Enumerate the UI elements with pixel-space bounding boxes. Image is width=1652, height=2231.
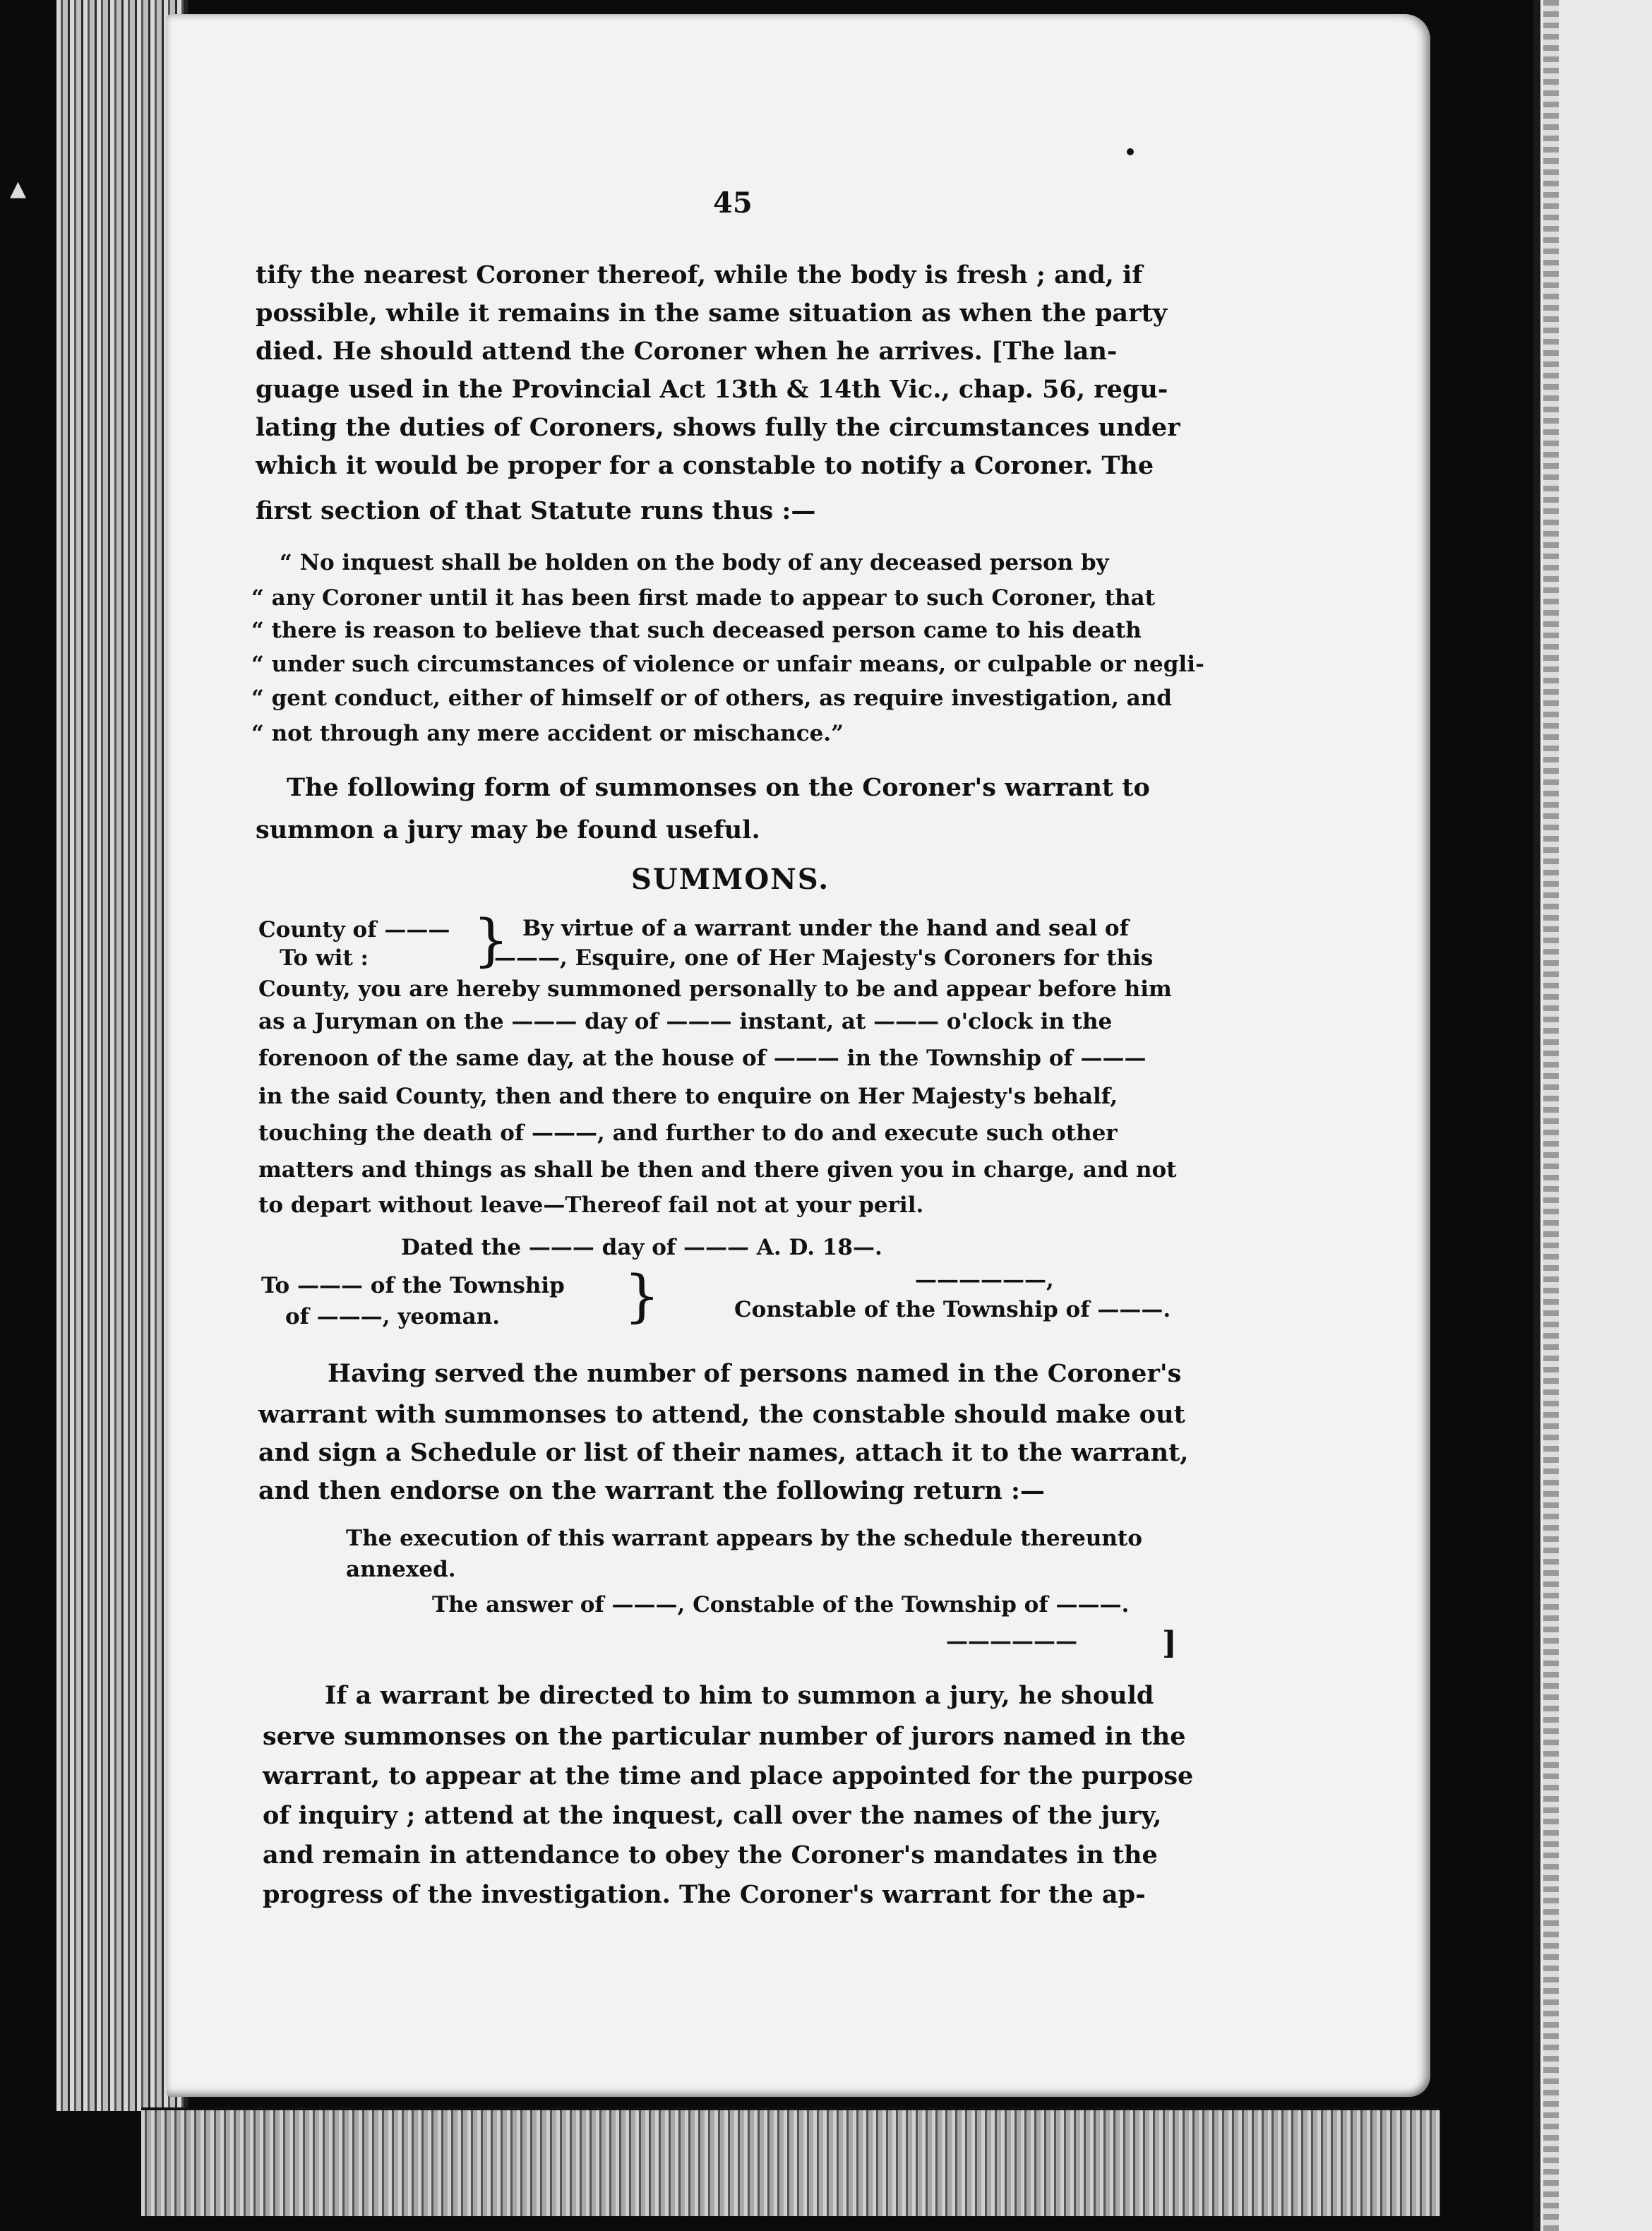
paragraph-4-line: and remain in attendance to obey the Coroner's mandates in the bbox=[263, 1841, 1158, 1870]
summons-dated: Dated the ——— day of ——— A. D. 18—. bbox=[401, 1235, 882, 1260]
paragraph-1-line: tify the nearest Coroner thereof, while the body is fresh ; and, if bbox=[256, 261, 1143, 289]
paragraph-3-line: Having served the number of persons named in the Coroner's bbox=[328, 1359, 1182, 1388]
summons-addressee: of ———, yeoman. bbox=[285, 1304, 501, 1329]
statute-quote-line: “ No inquest shall be holden on the body of any deceased person by bbox=[280, 550, 1109, 575]
summons-line: ———, Esquire, one of Her Majesty's Coroners for this bbox=[494, 945, 1154, 971]
paragraph-3-line: and then endorse on the warrant the following return :— bbox=[258, 1476, 1045, 1505]
summons-signature-blank: ——————, bbox=[915, 1267, 1054, 1293]
paragraph-4-line: progress of the investigation. The Coroner's warrant for the ap- bbox=[263, 1880, 1146, 1909]
paragraph-1-line: possible, while it remains in the same situation as when the party bbox=[256, 299, 1168, 328]
paragraph-2-line: The following form of summonses on the Coroner's warrant to bbox=[287, 773, 1150, 802]
summons-line: matters and things as shall be then and there given you in charge, and not bbox=[258, 1157, 1177, 1183]
book-bottom-edge bbox=[141, 2107, 1440, 2216]
return-line: The execution of this warrant appears by the schedule thereunto bbox=[346, 1526, 1142, 1551]
summons-to-wit: To wit : bbox=[280, 945, 369, 971]
summons-county: County of ——— bbox=[258, 917, 450, 943]
paragraph-3-line: and sign a Schedule or list of their names, attach it to the warrant, bbox=[258, 1438, 1189, 1467]
summons-line: touching the death of ———, and further to do and execute such other bbox=[258, 1120, 1118, 1146]
paragraph-1-line: guage used in the Provincial Act 13th & 14th Vic., chap. 56, regu- bbox=[256, 375, 1168, 404]
return-line: annexed. bbox=[346, 1557, 456, 1582]
statute-quote-line: “ gent conduct, either of himself or of others, as require investigation, and bbox=[251, 686, 1172, 711]
paragraph-2-line: summon a jury may be found useful. bbox=[256, 815, 760, 844]
summons-line: By virtue of a warrant under the hand and seal of bbox=[522, 916, 1129, 941]
statute-quote-line: “ any Coroner until it has been first made to appear to such Coroner, that bbox=[251, 585, 1155, 611]
statute-quote-line: “ not through any mere accident or mischance.” bbox=[251, 721, 844, 746]
paragraph-4-line: If a warrant be directed to him to summon a jury, he should bbox=[325, 1681, 1154, 1710]
paragraph-1-line: lating the duties of Coroners, shows fully the circumstances under bbox=[256, 413, 1180, 442]
paragraph-1-line: first section of that Statute runs thus :— bbox=[256, 496, 816, 525]
summons-heading: SUMMONS. bbox=[631, 863, 830, 896]
paragraph-3-line: warrant with summonses to attend, the constable should make out bbox=[258, 1400, 1185, 1429]
page-number: 45 bbox=[713, 186, 753, 220]
statute-quote-line: “ under such circumstances of violence or unfair means, or culpable or negli- bbox=[251, 652, 1204, 677]
summons-line: in the said County, then and there to enquire on Her Majesty's behalf, bbox=[258, 1084, 1118, 1109]
paragraph-4-line: serve summonses on the particular number of jurors named in the bbox=[263, 1722, 1186, 1751]
summons-line: forenoon of the same day, at the house of ——— in the Township of ——— bbox=[258, 1046, 1147, 1071]
paragraph-4-line: of inquiry ; attend at the inquest, call over the names of the jury, bbox=[263, 1801, 1162, 1830]
statute-quote-line: “ there is reason to believe that such deceased person came to his death bbox=[251, 618, 1142, 643]
return-bracket: ] bbox=[1162, 1625, 1177, 1661]
summons-line: as a Juryman on the ——— day of ——— instant, at ——— o'clock in the bbox=[258, 1009, 1113, 1034]
return-signature-blank: —————— bbox=[946, 1629, 1077, 1654]
paragraph-1-line: which it would be proper for a constable to notify a Coroner. The bbox=[256, 451, 1154, 480]
summons-constable: Constable of the Township of ———. bbox=[734, 1297, 1171, 1322]
summons-addressee-brace: } bbox=[624, 1263, 660, 1329]
summons-line: to depart without leave—Thereof fail not at your peril. bbox=[258, 1192, 924, 1218]
summons-addressee: To ——— of the Township bbox=[261, 1273, 565, 1298]
summons-line: County, you are hereby summoned personally to be and appear before him bbox=[258, 976, 1172, 1002]
margin-mark: ▲ bbox=[10, 177, 27, 201]
next-page-edge bbox=[1543, 0, 1559, 2231]
paragraph-4-line: warrant, to appear at the time and place appointed for the purpose bbox=[263, 1762, 1194, 1790]
return-line: The answer of ———, Constable of the Township of ———. bbox=[432, 1592, 1130, 1617]
ink-speck bbox=[1127, 148, 1134, 155]
summons-brace: } bbox=[473, 907, 509, 973]
paragraph-1-line: died. He should attend the Coroner when he arrives. [The lan- bbox=[256, 337, 1118, 366]
